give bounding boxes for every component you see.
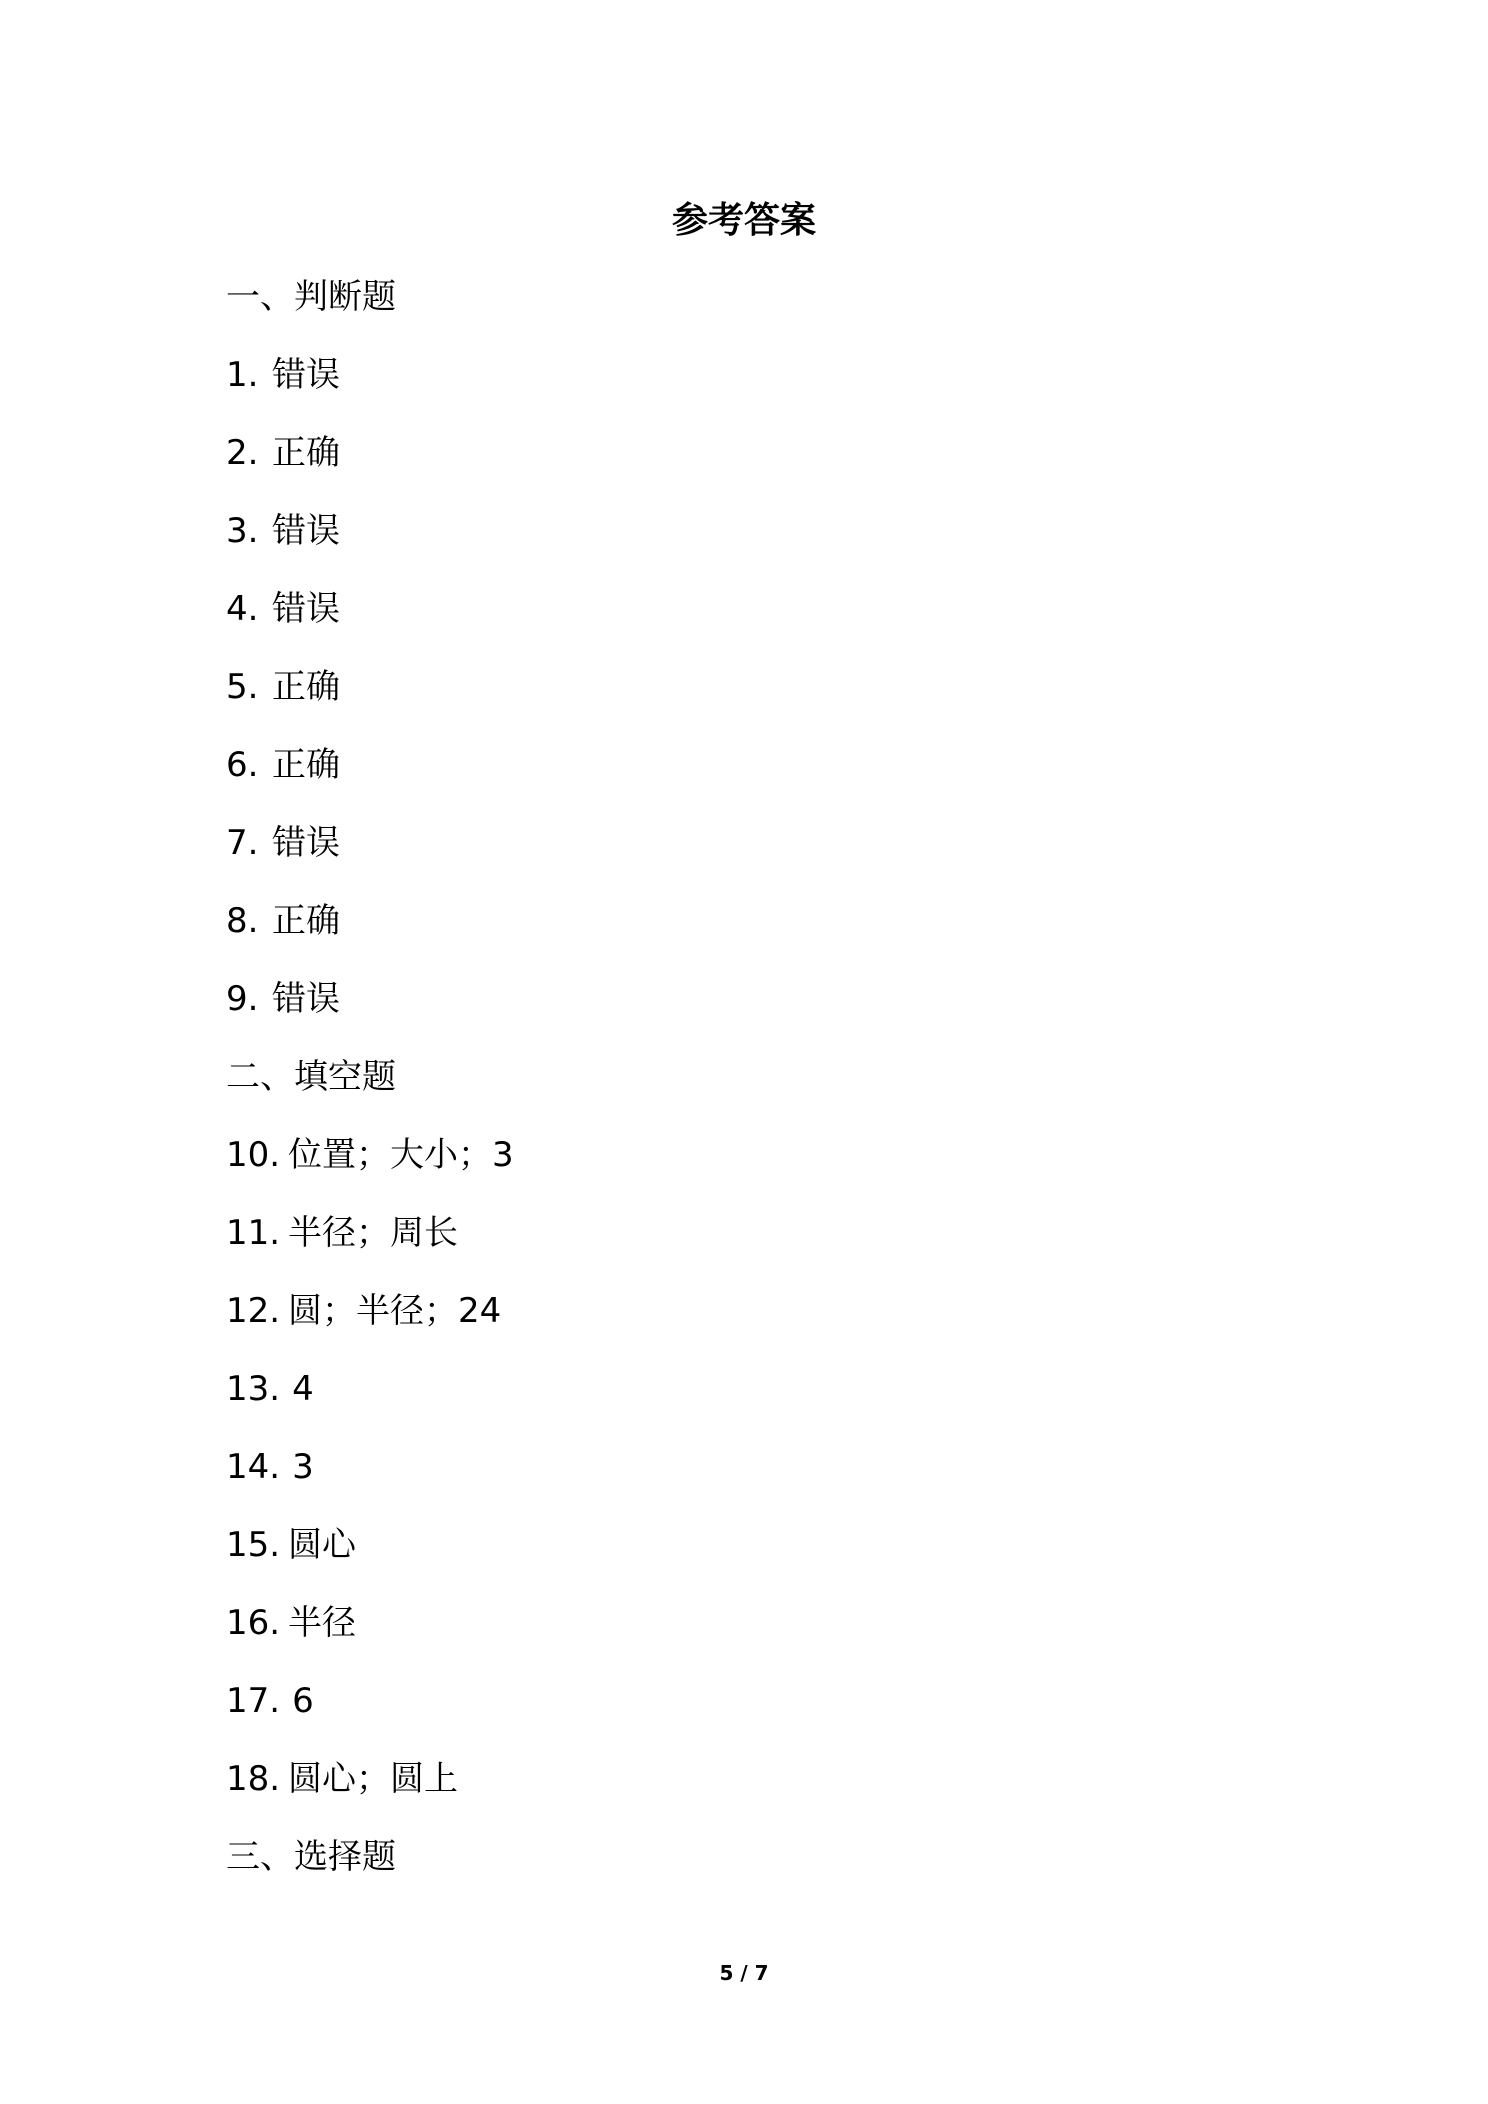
answer-item — [226, 1130, 1266, 1208]
answer-item — [226, 1286, 1266, 1364]
item-number: 9. — [226, 979, 259, 1019]
answer-item — [226, 350, 1266, 428]
section-heading: 三、选择题 — [226, 1837, 396, 1877]
section-heading: 一、判断题 — [226, 277, 396, 317]
item-number: 5. — [226, 667, 259, 707]
item-answer: 半径；周长 — [288, 1213, 458, 1253]
answer-item — [226, 584, 1266, 662]
item-number: 10. — [226, 1135, 281, 1175]
item-number: 7. — [226, 823, 259, 863]
answer-item — [226, 818, 1266, 896]
item-answer: 3 — [292, 1447, 314, 1487]
answer-item — [226, 1520, 1266, 1598]
answer-item — [226, 1364, 1266, 1442]
item-answer: 错误 — [272, 511, 340, 551]
item-answer: 正确 — [272, 901, 340, 941]
answer-item — [226, 506, 1266, 584]
page-number: 5 / 7 — [719, 1961, 769, 1985]
answer-item — [226, 428, 1266, 506]
item-number: 1. — [226, 355, 259, 395]
item-number: 16. — [226, 1603, 281, 1643]
answer-item — [226, 1208, 1266, 1286]
answer-item — [226, 740, 1266, 818]
answer-item — [226, 1442, 1266, 1520]
item-answer: 4 — [292, 1369, 314, 1409]
item-number: 15. — [226, 1525, 281, 1565]
item-number: 3. — [226, 511, 259, 551]
item-answer: 半径 — [288, 1603, 356, 1643]
item-answer: 错误 — [272, 979, 340, 1019]
item-answer: 正确 — [272, 745, 340, 785]
answer-item — [226, 662, 1266, 740]
item-number: 6. — [226, 745, 259, 785]
section-heading: 二、填空题 — [226, 1057, 396, 1097]
item-number: 14. — [226, 1447, 281, 1487]
answer-item — [226, 1598, 1266, 1676]
item-number: 2. — [226, 433, 259, 473]
item-answer: 圆；半径；24 — [288, 1291, 502, 1331]
item-number: 17. — [226, 1681, 281, 1721]
item-answer: 错误 — [272, 355, 340, 395]
item-answer: 正确 — [272, 667, 340, 707]
item-number: 18. — [226, 1759, 281, 1799]
item-number: 13. — [226, 1369, 281, 1409]
item-answer: 错误 — [272, 589, 340, 629]
answer-list — [226, 272, 1266, 1910]
answer-item — [226, 1754, 1266, 1832]
item-answer: 圆心 — [288, 1525, 356, 1565]
item-number: 8. — [226, 901, 259, 941]
item-number: 11. — [226, 1213, 281, 1253]
answer-item — [226, 896, 1266, 974]
item-number: 4. — [226, 589, 259, 629]
page-title: 参考答案 — [671, 200, 816, 241]
answer-item — [226, 1676, 1266, 1754]
item-number: 12. — [226, 1291, 281, 1331]
item-answer: 正确 — [272, 433, 340, 473]
answer-item — [226, 974, 1266, 1052]
item-answer: 6 — [292, 1681, 314, 1721]
item-answer: 圆心；圆上 — [288, 1759, 458, 1799]
item-answer: 位置；大小；3 — [288, 1135, 514, 1175]
item-answer: 错误 — [272, 823, 340, 863]
